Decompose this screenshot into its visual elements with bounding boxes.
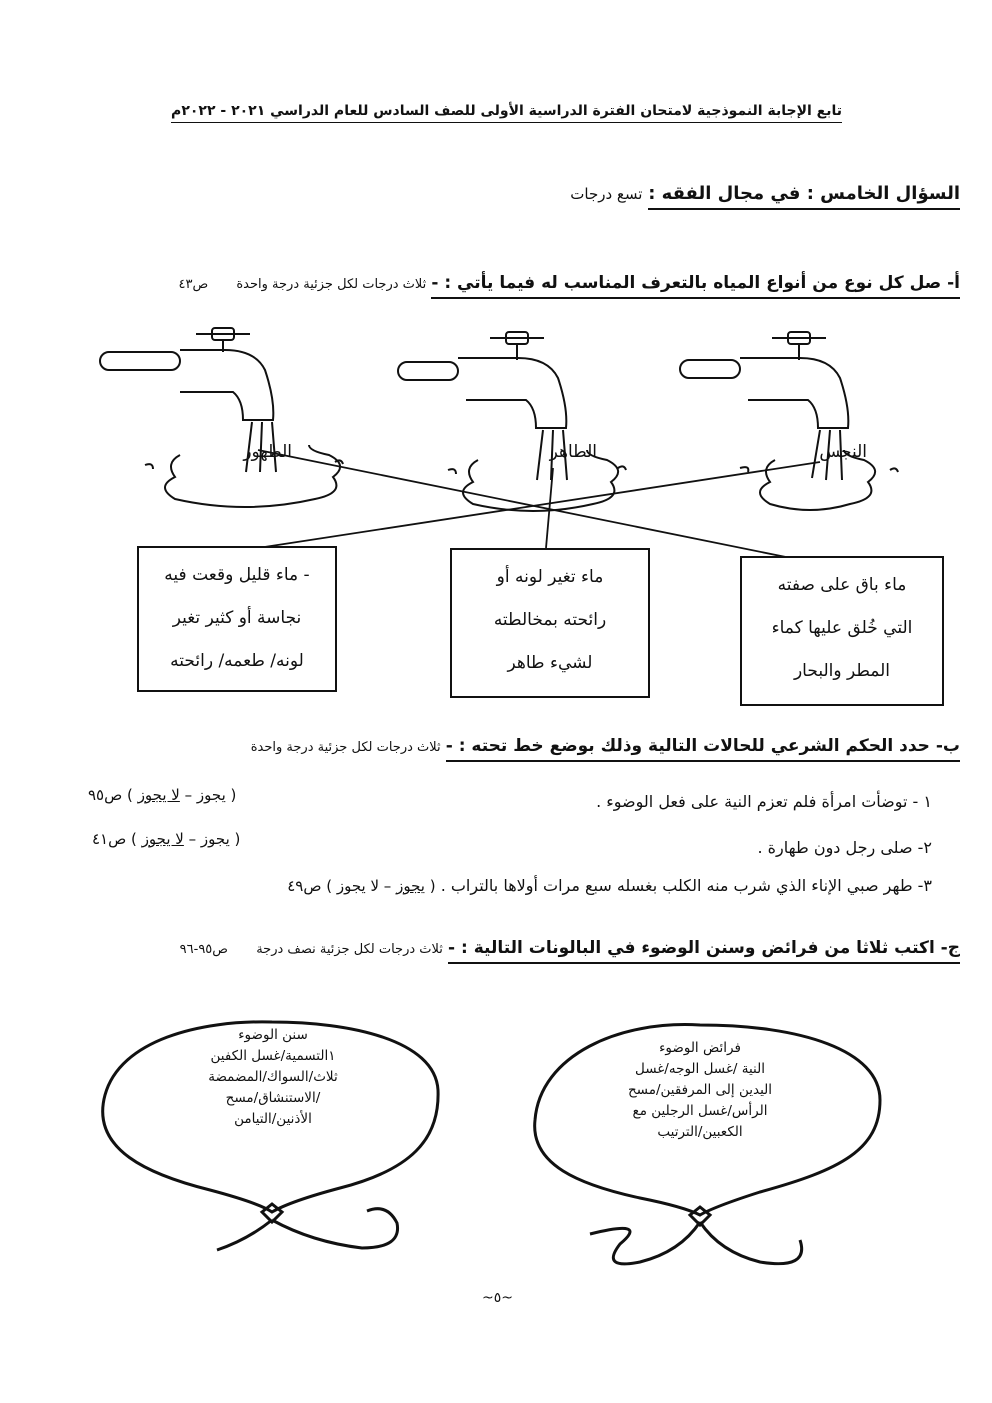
section-a-page-ref: ص٤٣ [178, 277, 209, 292]
balloon-line: الرأس/غسل الرجلين مع [632, 1103, 768, 1119]
definition-line: نجاسة أو كثير تغير [172, 608, 302, 628]
rule-choice-1: ( يجوز – لا يجوز ) ص٩٥ [88, 786, 237, 804]
rule-item-2: ٢- صلى رجل دون طهارة . [757, 838, 932, 857]
definition-line: رائحته بمخالطته [493, 610, 607, 630]
section-b-note: ثلاث درجات لكل جزئية درجة واحدة [250, 740, 441, 755]
selected-answer: لا يجوز [137, 786, 180, 804]
definition-line: لونه/ طعمه/ رائحته [170, 651, 304, 671]
balloon-line: فرائض الوضوء [659, 1040, 741, 1056]
definition-box-1 [740, 556, 944, 706]
balloon-line: اليدين إلى المرفقين/مسح [627, 1082, 773, 1098]
balloon-line: النية /غسل الوجه/غسل [634, 1061, 765, 1077]
page-header: تابع الإجابة النموذجية لامتحان الفترة الدراسية الأولى للصف السادس للعام الدراسي ٢٠٢١ - ٢٠٢٢م [171, 103, 842, 123]
selected-answer: يجوز [396, 877, 425, 895]
balloon-line: /الاستنشاق/مسح [225, 1090, 321, 1106]
definition-line: التي خُلق عليها كماء [771, 618, 913, 638]
definition-line: المطر والبحار [793, 661, 891, 681]
tap-label-purifying: الطهور [243, 442, 292, 462]
tap-label-pure: الطاهر [549, 442, 597, 462]
rule-item-3: ٣- طهر صبي الإناء الذي شرب منه الكلب بغسله سبع مرات أولاها بالتراب . ( يجوز – لا يجوز ) ص٤٩ [287, 876, 932, 895]
section-c-note: ثلاث درجات لكل جزئية نصف درجة [256, 942, 443, 957]
section-c-page-ref: ص٩٥-٩٦ [179, 942, 228, 957]
section-c-heading: ج- اكتب ثلاثا من فرائض وسنن الوضوء في البالونات التالية : - [448, 938, 960, 964]
page-ref: ص٩٥ [88, 786, 123, 804]
page-ref: ص٤١ [92, 830, 127, 848]
faucet-icon [680, 332, 898, 510]
question-heading: السؤال الخامس : في مجال الفقه : [648, 183, 960, 210]
connector-line [258, 462, 820, 548]
definition-line: ماء باق على صفته [777, 575, 907, 595]
selected-answer: لا يجوز [141, 830, 184, 848]
section-a-heading: أ- صل كل نوع من أنواع المياه بالتعرف المناسب له فيما يأتي : - [431, 273, 960, 299]
definition-line: - ماء قليل وقعت فيه [164, 565, 310, 585]
section-b-title [251, 736, 960, 756]
page-ref: ص٤٩ [287, 877, 322, 895]
balloon-sunnahs [168, 1025, 378, 1130]
balloons-illustration [0, 1000, 992, 1300]
balloon-line: سنن الوضوء [238, 1027, 308, 1043]
rule-choice-3: ( يجوز – لا يجوز ) ص٤٩ [287, 877, 436, 895]
tap-label-impure: النجس [819, 442, 867, 462]
section-a-note: ثلاث درجات لكل جزئية درجة واحدة [236, 277, 427, 292]
page-number: ~٥~ [482, 1290, 513, 1306]
balloon-line: ثلاث/السواك/المضمضة [208, 1069, 338, 1085]
faucet-icon [100, 328, 343, 507]
rule-item-1: ١ - توضأت امرأة فلم تعزم النية على فعل الوضوء . [596, 792, 932, 811]
rule-choice-2: ( يجوز – لا يجوز ) ص٤١ [92, 830, 241, 848]
balloon-obligations [600, 1038, 800, 1143]
question-marks: تسع درجات [570, 185, 643, 203]
balloon-line: الأذنين/التيامن [234, 1111, 312, 1127]
section-c-title [180, 938, 960, 958]
definition-box-2 [450, 548, 650, 698]
balloon-line: ١التسمية/غسل الكفين [210, 1048, 336, 1064]
definition-line: ماء تغير لونه أو [496, 567, 604, 587]
definition-box-3 [137, 546, 337, 692]
section-b-heading: ب- حدد الحكم الشرعي للحالات التالية وذلك بوضع خط تحته : - [446, 736, 960, 762]
definition-line: لشيء طاهر [507, 653, 593, 673]
faucet-icon [398, 332, 626, 511]
balloon-line: الكعبين/الترتيب [657, 1124, 743, 1140]
